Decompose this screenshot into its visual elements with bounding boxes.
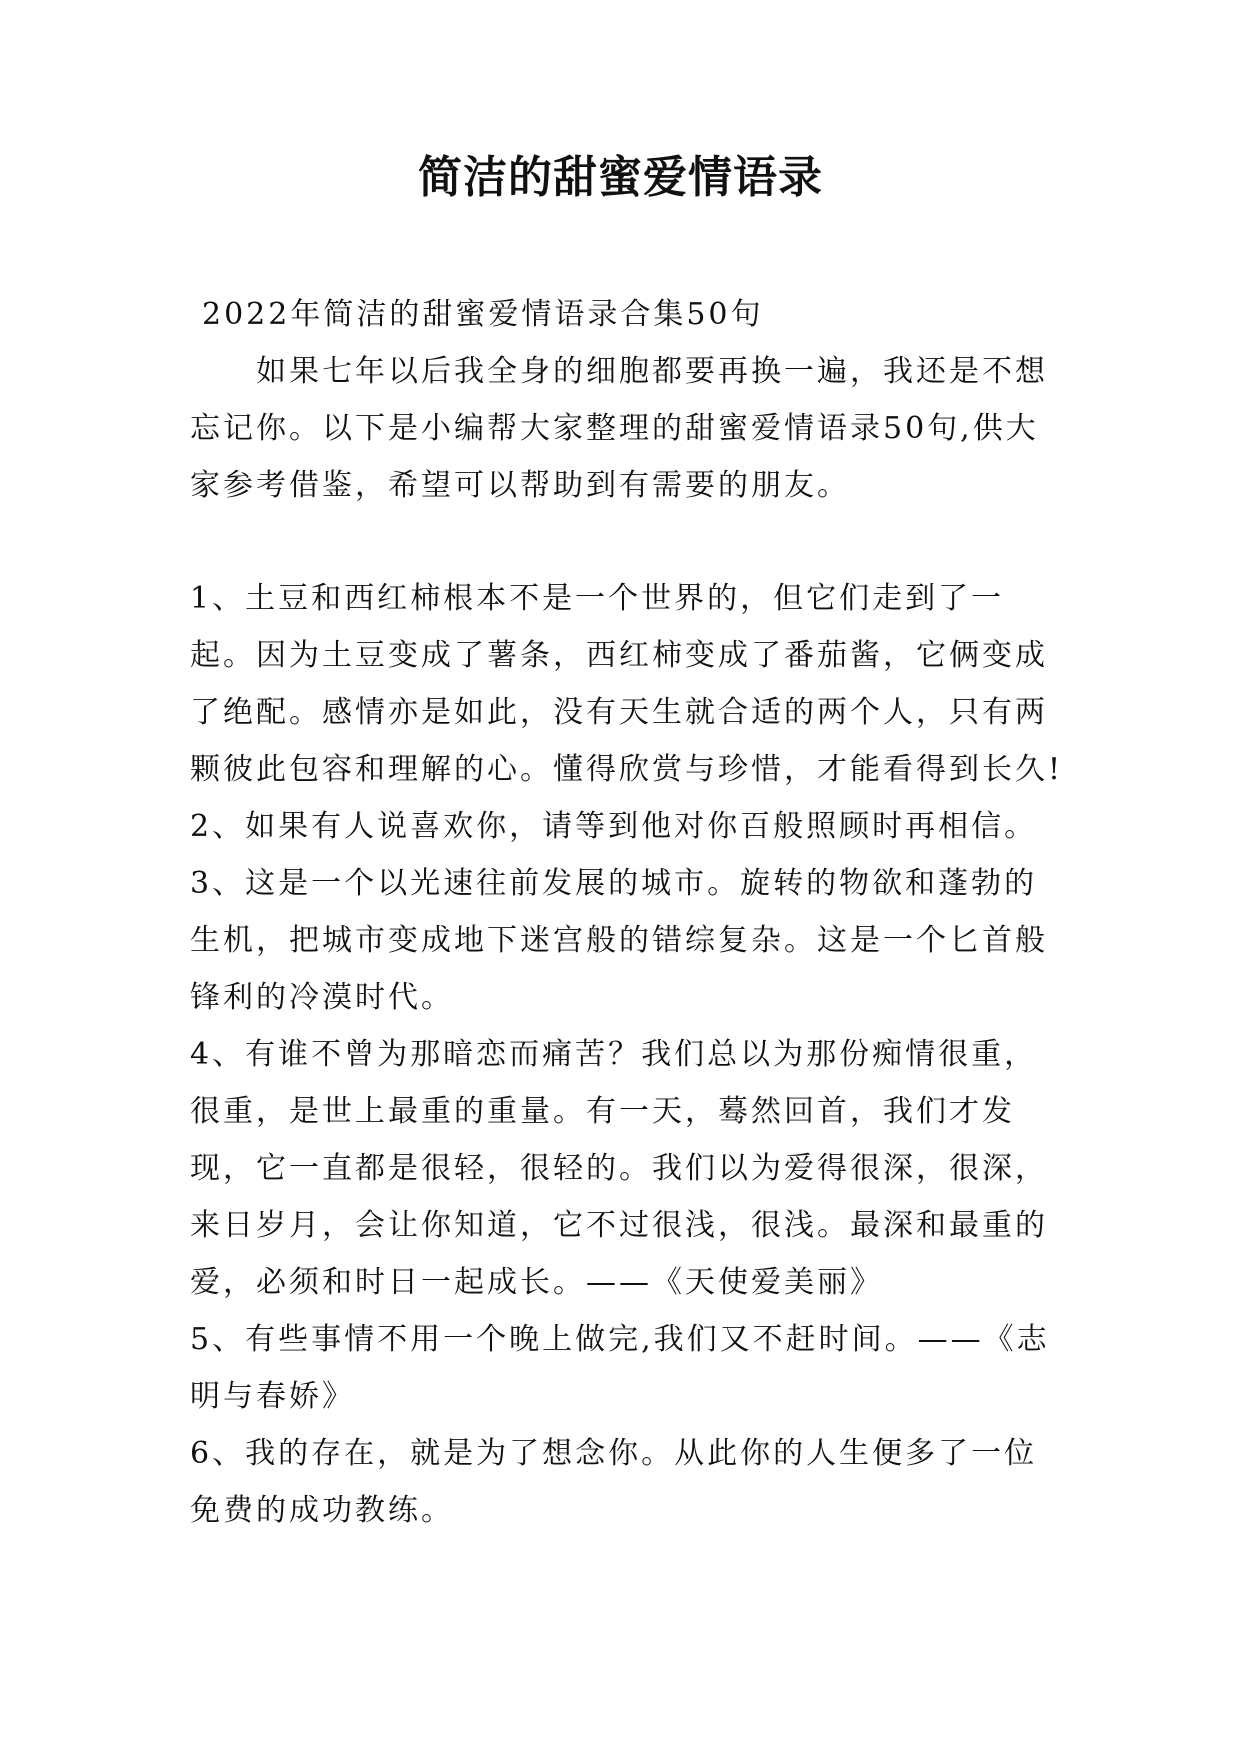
document-title: 简洁的甜蜜爱情语录: [418, 152, 823, 203]
quote-paragraph: 5、有些事情不用一个晚上做完,我们又不赶时间。——《志明与春娇》: [190, 1322, 1050, 1414]
quote-paragraph: 3、这是一个以光速往前发展的城市。旋转的物欲和蓬勃的生机，把城市变成地下迷宫般的错综复杂。这是一个匕首般锋利的冷漠时代。: [190, 866, 1048, 1015]
document-subtitle: 2022年简洁的甜蜜爱情语录合集50句: [202, 297, 764, 332]
document-body: [190, 286, 1070, 1539]
intro-paragraph: 如果七年以后我全身的细胞都要再换一遍，我还是不想忘记你。以下是小编帮大家整理的甜蜜爱情语录50句,供大家参考借鉴，希望可以帮助到有需要的朋友。: [190, 354, 1048, 503]
paragraph-spacer: [190, 514, 1070, 570]
quote-paragraph: 4、有谁不曾为那暗恋而痛苦？我们总以为那份痴情很重，很重，是世上最重的重量。有一天，蓦然回首，我们才发现，它一直都是很轻，很轻的。我们以为爱得很深，很深，来日岁月，会让你知道，它不过很浅，很浅。最深和最重的爱，必须和时日一起成长。——《天使爱美丽》: [190, 1037, 1048, 1300]
quote-paragraph: 1、土豆和西红柿根本不是一个世界的，但它们走到了一起。因为土豆变成了薯条，西红柿变成了番茄酱，它俩变成了绝配。感情亦是如此，没有天生就合适的两个人，只有两颗彼此包容和理解的心。懂得欣赏与珍惜，才能看得到长久!: [190, 581, 1064, 787]
quote-paragraph: 2、如果有人说喜欢你，请等到他对你百般照顾时再相信。: [190, 809, 1038, 844]
quote-paragraph: 6、我的存在，就是为了想念你。从此你的人生便多了一位免费的成功教练。: [190, 1436, 1038, 1528]
